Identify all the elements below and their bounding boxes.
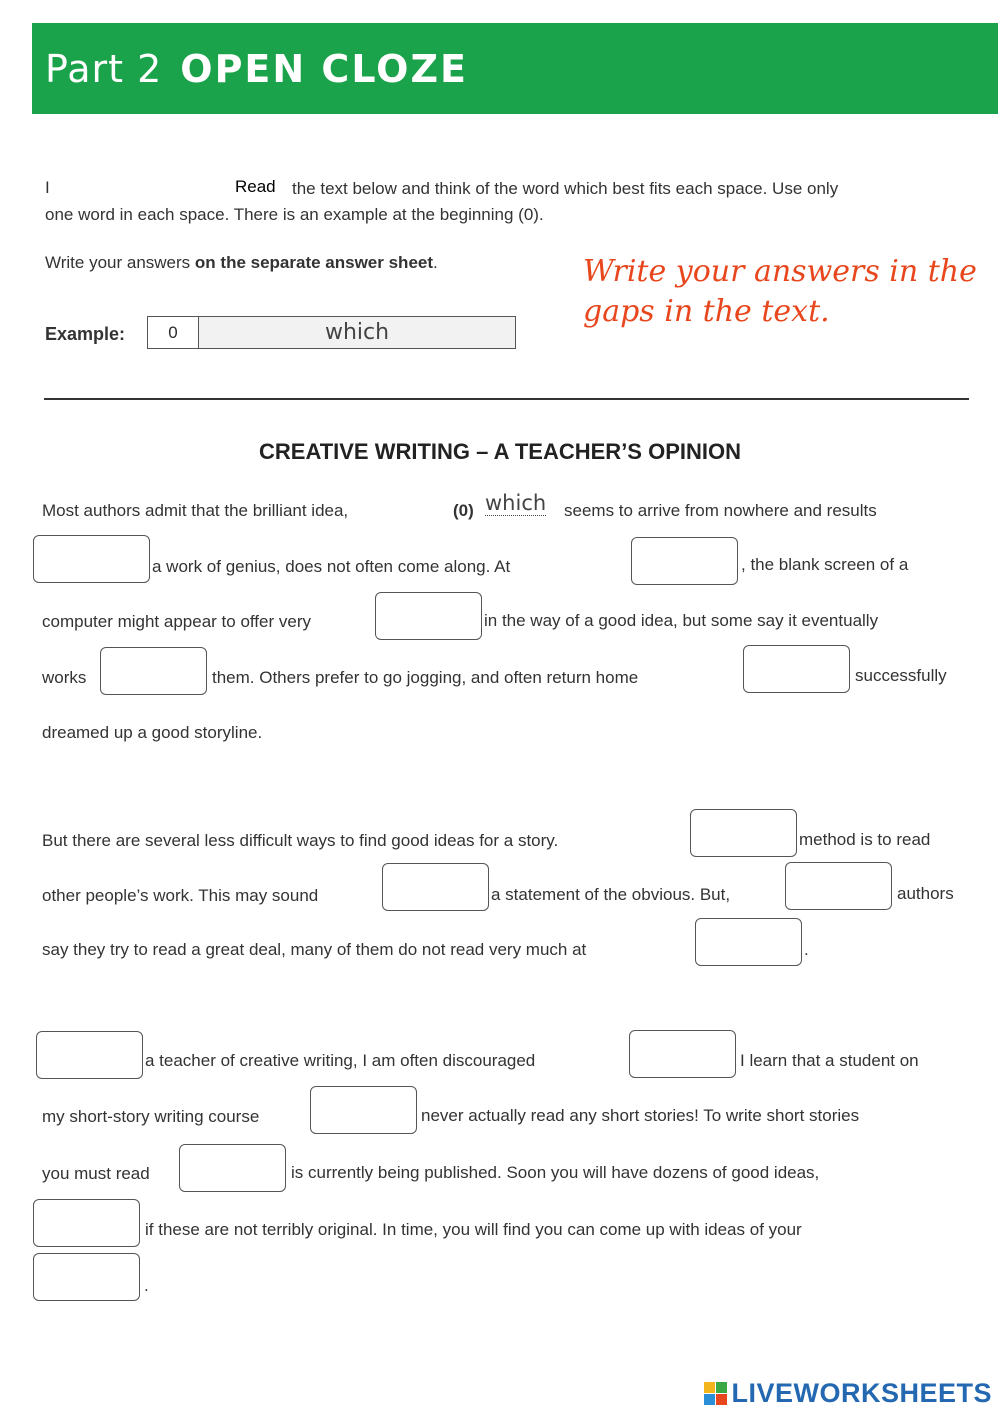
example-answer: which [199,317,515,348]
gap-11-input[interactable] [629,1030,736,1078]
gap-8-input[interactable] [785,862,892,910]
p1-line1-a: Most authors admit that the brilliant idea, [42,501,349,520]
p2-line1-a: But there are several less difficult ways to find good ideas for a story. [42,831,559,850]
section-title: OPEN CLOZE [180,46,468,91]
gap-13-input[interactable] [179,1144,286,1192]
p2-line3-a: say they try to read a great deal, many of them do not read very much at [42,940,587,959]
p1-line5: dreamed up a good storyline. [42,723,263,742]
gap-7-input[interactable] [382,863,489,911]
p1-line2-b: , the blank screen of a [741,555,909,574]
p3-line2-a: my short-story writing course [42,1107,260,1126]
part-label: Part 2 [45,46,163,91]
gap-10-input[interactable] [36,1031,143,1079]
instruction-line2: one word in each space. There is an example at the beginning (0). [45,205,544,224]
gap-1-input[interactable] [33,535,150,583]
gap-3-input[interactable] [375,592,482,640]
liveworksheets-logo-icon [704,1382,728,1406]
gap-4-input[interactable] [100,647,207,695]
gap-15-input[interactable] [33,1253,140,1301]
p1-line4-c: successfully [855,666,947,685]
gap-9-input[interactable] [695,918,802,966]
gap-2-input[interactable] [631,537,738,585]
p1-line3-b: in the way of a good idea, but some say it eventually [484,611,879,630]
p1-line3-a: computer might appear to offer very [42,612,311,631]
gap-14-input[interactable] [33,1199,140,1247]
p1-line1-b: seems to arrive from nowhere and results [564,501,877,520]
gap-12-input[interactable] [310,1086,417,1134]
gap-6-input[interactable] [690,809,797,857]
write-prefix: Write your answers [45,253,191,272]
p2-line2-a: other people’s work. This may sound [42,886,319,905]
p3-line4: if these are not terribly original. In time, you will find you can come up with ideas of your [145,1220,802,1239]
p1-line4-a: works [42,668,87,687]
p2-line1-b: method is to read [799,830,931,849]
p3-line1-a: a teacher of creative writing, I am often discouraged [145,1051,536,1070]
example-label: Example: [45,324,126,344]
p3-line1-b: I learn that a student on [740,1051,919,1070]
write-end: . [433,253,438,272]
logo-text: LIVEWORKSHEETS [731,1378,992,1408]
example-box [147,316,516,349]
text-heading: CREATIVE WRITING – A TEACHER’S OPINION [259,439,741,464]
liveworksheets-logo [704,1378,992,1409]
p3-line3-a: you must read [42,1164,150,1183]
p2-line2-b: a statement of the obvious. But, [491,885,731,904]
p3-line5: . [144,1276,149,1295]
p1-example-answer: which [485,491,547,515]
p1-example-number: (0) [453,501,474,520]
divider [44,398,969,400]
p1-line4-b: them. Others prefer to go jogging, and often return home [212,668,639,687]
instruction-lead: I [45,178,50,197]
p2-line3-b: . [804,940,809,959]
gap-instruction-note: Write your answers in the gaps in the text. [583,254,977,329]
instruction-line1: the text below and think of the word which best fits each space. Use only [292,179,839,198]
part-banner [32,23,998,114]
write-answers-instruction [45,253,438,273]
p2-line2-c: authors [897,884,954,903]
p3-line2-b: never actually read any short stories! To write short stories [421,1106,860,1125]
example-number: 0 [148,317,199,348]
gap-5-input[interactable] [743,645,850,693]
instruction-read: Read [235,177,276,196]
p3-line3-b: is currently being published. Soon you will have dozens of good ideas, [291,1163,820,1182]
write-bold: on the separate answer sheet [194,253,434,272]
p1-line2-a: a work of genius, does not often come along. At [152,557,511,576]
